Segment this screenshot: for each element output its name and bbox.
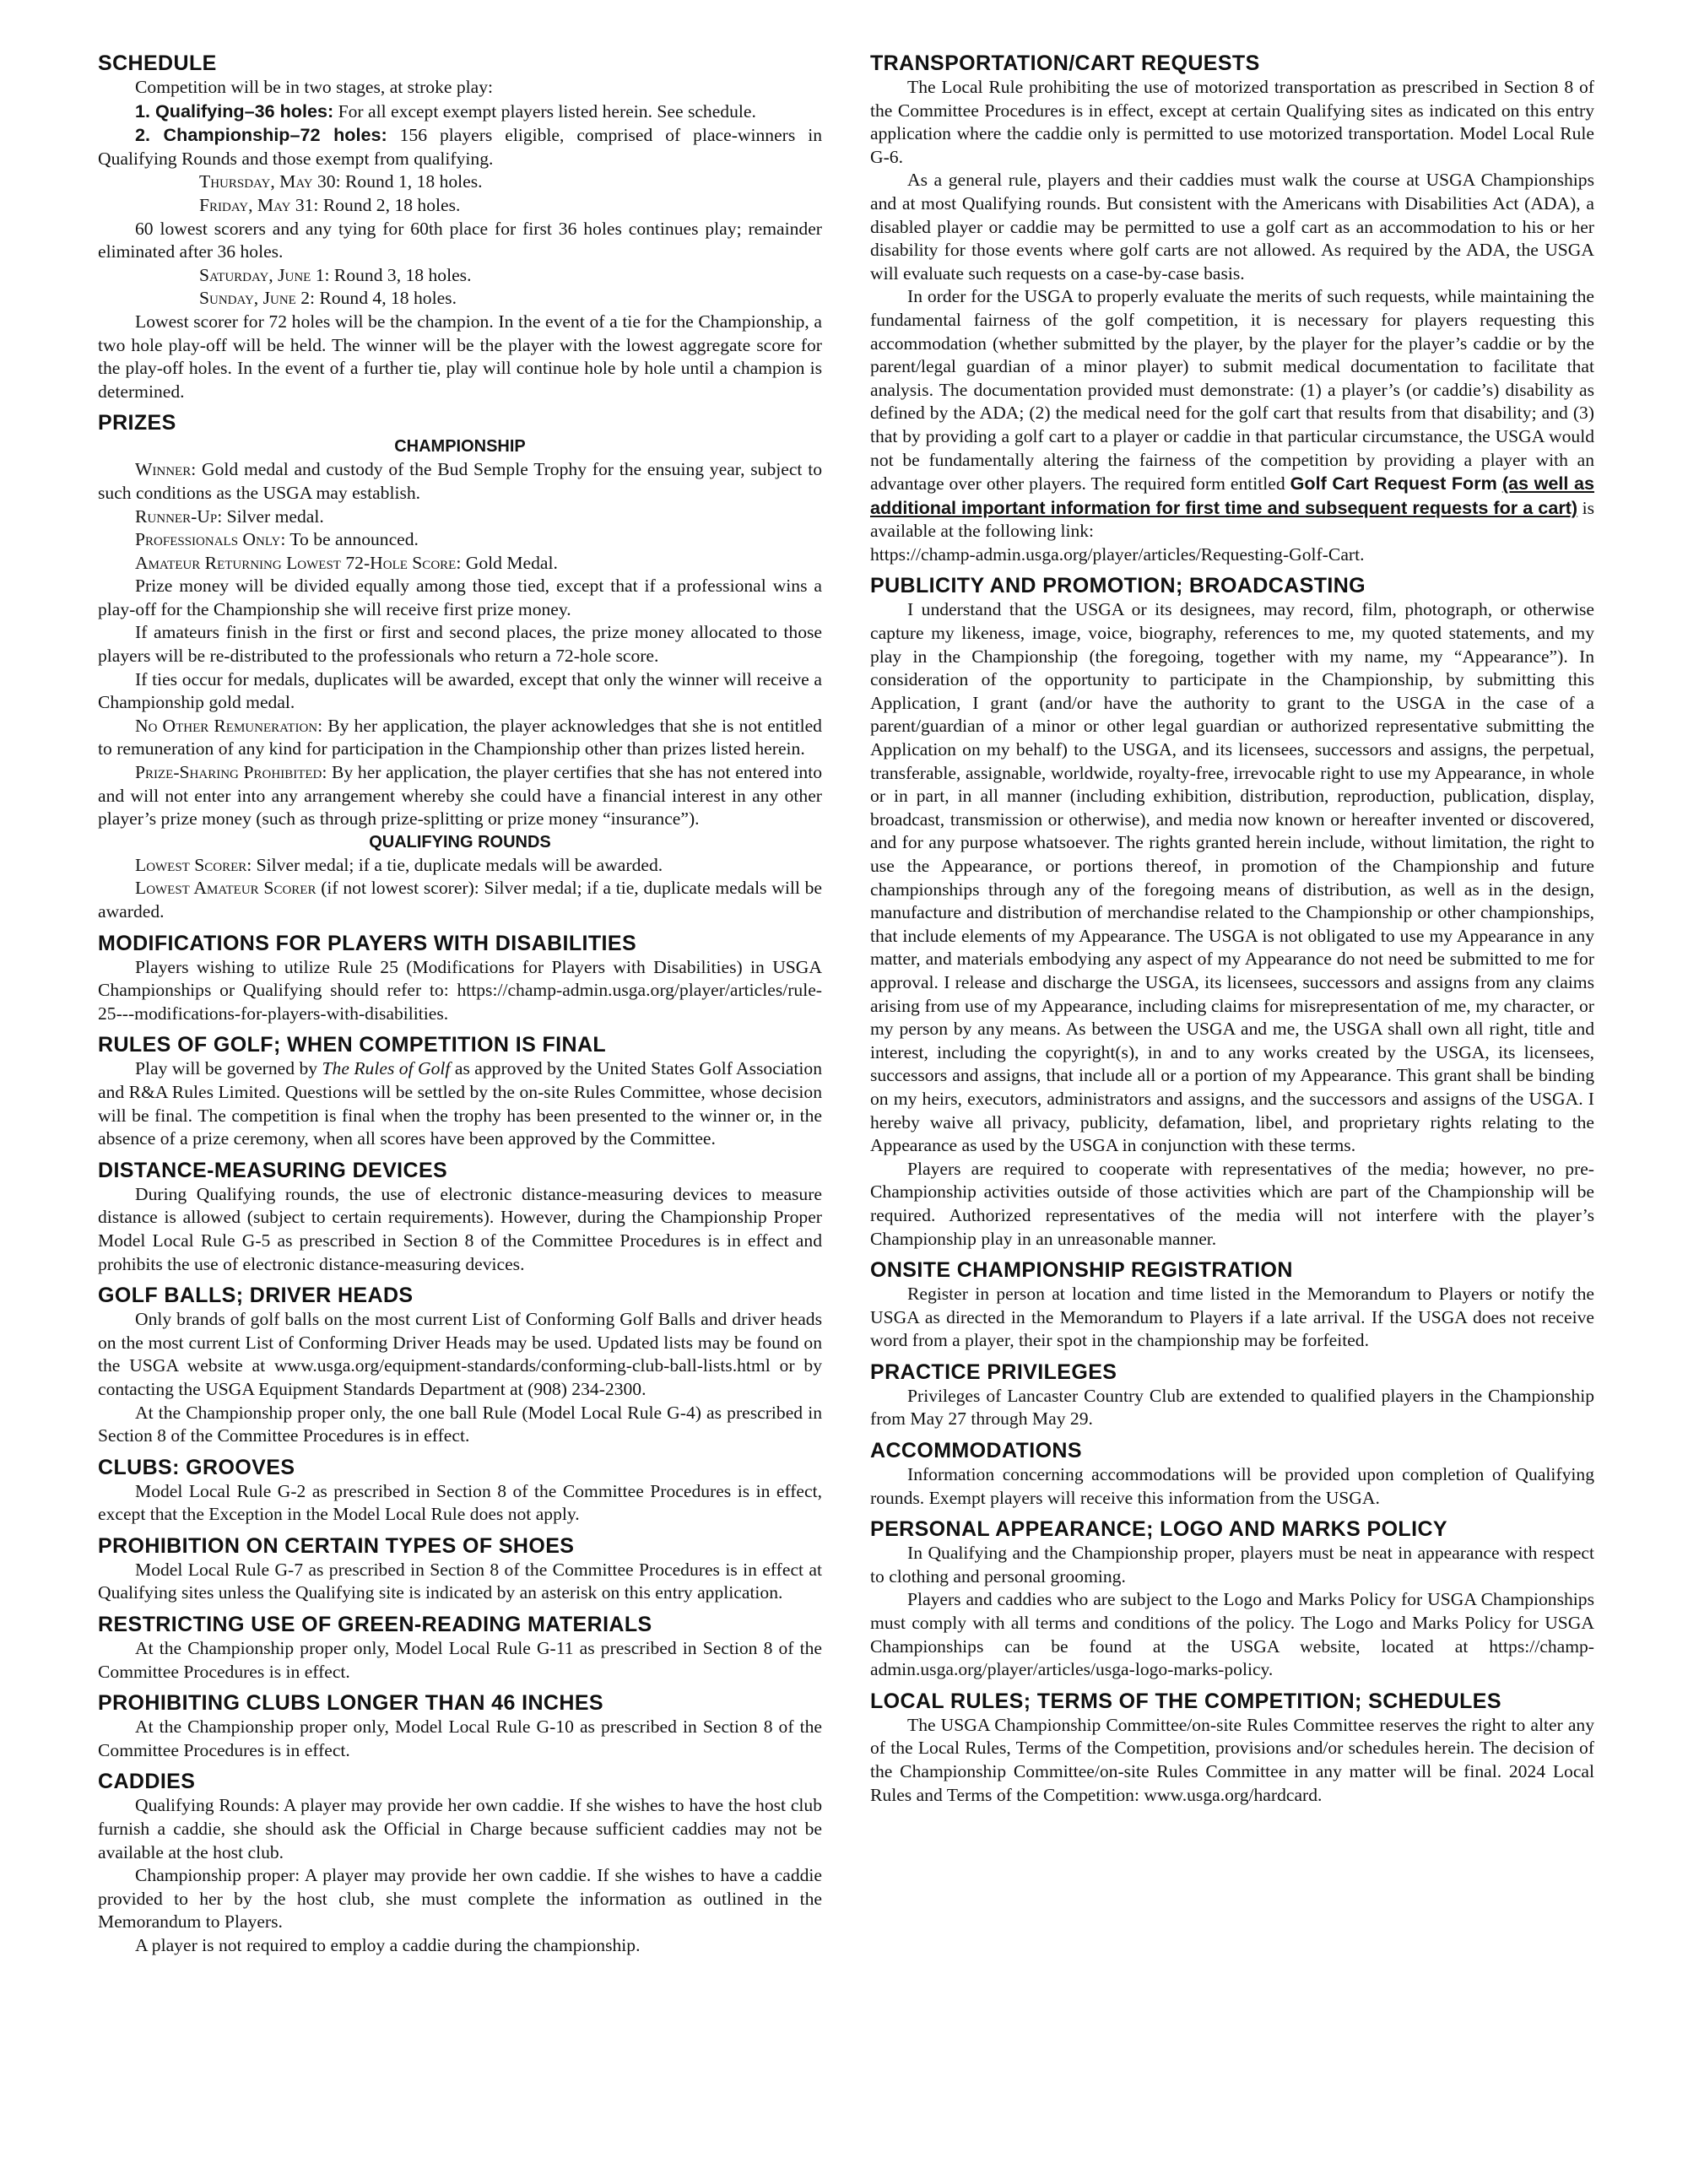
rules-text [98, 1057, 822, 1150]
accommodations-heading: ACCOMMODATIONS [870, 1439, 1082, 1463]
balls-text-2: At the Championship proper only, the one ball Rule (Model Local Rule G-4) as prescribed in Section 8 of the Committee Procedures is in effect. [98, 1402, 822, 1446]
no-remuneration [98, 715, 822, 761]
practice-heading: PRACTICE PRIVILEGES [870, 1360, 1117, 1384]
accommodations-text: Information concerning accommodations will be provided upon completion of Qualifying rounds. Exempt players will receive this information from the USGA. [870, 1464, 1594, 1508]
round-4-text: Round 4, 18 holes. [315, 288, 457, 309]
prizes-heading: PRIZES [98, 411, 176, 435]
lowest-scorer [98, 854, 822, 878]
registration-text: Register in person at location and time listed in the Memorandum to Players or notify the USGA as directed in the Memorandum to Players if a late arrival. If the USGA does not receive word from a player, their spot in the championship may be forfeited. [870, 1284, 1594, 1351]
lowest-scorer-label: Lowest Scorer: [135, 854, 252, 875]
balls-text-1: Only brands of golf balls on the most current List of Conforming Golf Balls and driver heads on the most current List of Conforming Driver Heads may be used. Updated lists may be found on the USGA website at www.usga.org/equipment-standards/conforming-club-ball-lists.html or by contacting the USGA Equipment Standards Department at (908) 234-2300. [98, 1309, 822, 1399]
shoes-text: Model Local Rule G-7 as prescribed in Section 8 of the Committee Procedures is in effect at Qualifying sites unless the Qualifying site is indicated by an asterisk on this entry application. [98, 1559, 822, 1603]
medal-ties-paragraph: If ties occur for medals, duplicates will be awarded, except that only the winner will receive a Championship gold medal. [98, 668, 822, 713]
appearance-section [870, 1516, 1594, 1682]
distance-heading: DISTANCE-MEASURING DEVICES [98, 1158, 448, 1182]
qualifying-stage [98, 100, 822, 124]
lowest-scorer-text: Silver medal; if a tie, duplicate medals will be awarded. [252, 854, 663, 875]
amateur-prize [98, 552, 822, 576]
professionals-prize [98, 528, 822, 552]
championship-subheading: CHAMPIONSHIP [394, 437, 526, 457]
round-4-day: Sunday, June 2: [199, 288, 316, 309]
prize-sharing [98, 761, 822, 831]
runner-up-text: Silver medal. [222, 505, 324, 527]
qualifying-stage-text: For all except exempt players listed herein. See schedule. [333, 100, 756, 122]
green-reading-section [98, 1612, 822, 1684]
rules-of-golf-title: The Rules of Golf [322, 1058, 451, 1079]
publicity-text-2: Players are required to cooperate with representatives of the media; however, no pre-Championship activities outside of those activities which are part of the Championship will be required. Authorized representatives of the media will not interfere with the player’s Championship play in an unreasonable manner. [870, 1158, 1594, 1249]
shoes-section [98, 1533, 822, 1605]
disabilities-section [98, 931, 822, 1026]
caddies-text-2: Championship proper: A player may provide her own caddie. If she wishes to have a caddie provided to her by the host club, she must complete the information as outlined in the Memorandum to Players. [98, 1865, 822, 1933]
amateur-label: Amateur Returning Lowest 72-Hole Score: [135, 552, 462, 573]
cart-form-name: Golf Cart Request Form [1290, 473, 1497, 495]
round-1 [98, 170, 822, 194]
grooves-text: Model Local Rule G-2 as prescribed in Section 8 of the Committee Procedures is in effect, except that the Exception in the Model Local Rule does not apply. [98, 1480, 822, 1525]
no-remuneration-text: By her application, the player acknowledges that she is not entitled to remuneration of any kind for participation in the Championship other than prizes listed herein. [98, 715, 822, 760]
transport-text-2: As a general rule, players and their caddies must walk the course at USGA Championships and at most Qualifying rounds. But consistent with the Americans with Disabilities Act (ADA), a disabled player or caddie may be permitted to use a golf cart as an accommodation to his or her disability for those events where golf carts are not allowed. As required by the ADA, the USGA will evaluate such requests on a case-by-case basis. [870, 170, 1594, 284]
transport-text-3-body: In order for the USGA to properly evaluate the merits of such requests, while maintaining the fundamental fairness of the golf competition, it is necessary for players requesting this accommodation (whether submitted by the player, by the player for the player’s caddie or by the parent/legal guardian of a minor player) to submit medical documentation to facilitate that analysis. The documentation provided must demonstrate: (1) a player’s (or caddie’s) disability as defined by the ADA; (2) the medical need for the golf cart that results from that disability; and (3) that by providing a golf cart to a player or caddie in that particular circumstance, the USGA would not be fundamentally altering the fairness of the competition by providing a player with an advantage over other players. The required form entitled [870, 286, 1594, 495]
prizes-section [98, 410, 822, 923]
practice-section [870, 1360, 1594, 1431]
cut-rule: 60 lowest scorers and any tying for 60th place for first 36 holes continues play; remainder eliminated after 36 holes. [98, 218, 822, 262]
rules-heading: RULES OF GOLF; WHEN COMPETITION IS FINAL [98, 1033, 607, 1057]
amateur-redistribution-paragraph: If amateurs finish in the first or first and second places, the prize money allocated to those players will be re-distributed to the professionals who return a 72-hole score. [98, 622, 822, 667]
round-3 [98, 264, 822, 288]
lowest-amateur [98, 877, 822, 923]
appearance-text-2: Players and caddies who are subject to the Logo and Marks Policy for USGA Championships must comply with all terms and conditions of the policy. The Logo and Marks Policy for USGA Championships can be found at the USGA website, located at https://champ-admin.usga.org/player/articles/usga-logo-marks-policy. [870, 1589, 1594, 1680]
runner-up-label: Runner-Up: [135, 505, 223, 527]
round-2 [98, 194, 822, 218]
prize-sharing-label: Prize-Sharing Prohibited: [135, 762, 327, 783]
local-rules-section [870, 1689, 1594, 1807]
prize-money-paragraph: Prize money will be divided equally among those tied, except that if a professional wins a play-off for the Championship she will receive first prize money. [98, 576, 822, 619]
championship-stage-label: 2. Championship–72 holes: [135, 124, 387, 146]
disabilities-heading: MODIFICATIONS FOR PLAYERS WITH DISABILITIES [98, 931, 637, 955]
accommodations-section [870, 1438, 1594, 1510]
transport-heading: TRANSPORTATION/CART REQUESTS [870, 51, 1260, 75]
caddies-text-3: A player is not required to employ a caddie during the championship. [135, 1935, 641, 1955]
caddies-section [98, 1769, 822, 1957]
grooves-heading: CLUBS: GROOVES [98, 1455, 295, 1479]
cart-request-url[interactable]: https://champ-admin.usga.org/player/articles/Requesting-Golf-Cart. [870, 543, 1365, 565]
transport-text-3 [870, 285, 1594, 543]
winner-text: Gold medal and custody of the Bud Semple Trophy for the ensuing year, subject to such conditions as the USGA may establish. [98, 459, 822, 503]
schedule-heading: SCHEDULE [98, 51, 217, 75]
appearance-text-1: In Qualifying and the Championship proper, players must be neat in appearance with respect to clothing and personal grooming. [870, 1543, 1594, 1587]
rules-text-start: Play will be governed by [135, 1058, 322, 1079]
round-3-text: Round 3, 18 holes. [329, 264, 472, 285]
right-column [870, 51, 1594, 1814]
balls-section [98, 1283, 822, 1448]
amateur-text: Gold Medal. [461, 552, 558, 573]
winner-prize [98, 458, 822, 505]
shoes-heading: PROHIBITION ON CERTAIN TYPES OF SHOES [98, 1533, 575, 1558]
round-2-text: Round 2, 18 holes. [318, 194, 461, 215]
caddies-heading: CADDIES [98, 1770, 196, 1794]
distance-text: During Qualifying rounds, the use of electronic distance-measuring devices to measure distance is allowed (subject to certain requirements). However, during the Championship Proper Model Local Rule G-5 as prescribed in Section 8 of the Committee Procedures is in effect and prohibits the use of electronic distance-measuring devices. [98, 1183, 822, 1274]
balls-heading: GOLF BALLS; DRIVER HEADS [98, 1284, 414, 1308]
round-2-day: Friday, May 31: [199, 194, 319, 215]
club-length-section [98, 1690, 822, 1762]
local-rules-heading: LOCAL RULES; TERMS OF THE COMPETITION; SCHEDULES [870, 1689, 1501, 1713]
lowest-amateur-text: (if not lowest scorer): Silver medal; if a tie, duplicate medals will be awarded. [98, 878, 822, 922]
green-reading-text: At the Championship proper only, Model Local Rule G-11 as prescribed in Section 8 of the Committee Procedures is in effect. [98, 1638, 822, 1682]
schedule-intro: Competition will be in two stages, at stroke play: [135, 77, 494, 97]
qualifying-stage-label: 1. Qualifying–36 holes: [135, 100, 334, 122]
appearance-heading: PERSONAL APPEARANCE; LOGO AND MARKS POLICY [870, 1517, 1447, 1542]
publicity-heading: PUBLICITY AND PROMOTION; BROADCASTING [870, 574, 1366, 598]
tie-rule: Lowest scorer for 72 holes will be the champion. In the event of a tie for the Championship, a two hole play-off will be held. The winner will be the player with the lowest aggregate score for the play-off holes. In the event of a further tie, play will continue hole by hole until a champion is determined. [98, 311, 822, 402]
championship-stage [98, 123, 822, 170]
registration-section [870, 1257, 1594, 1353]
publicity-section [870, 573, 1594, 1251]
no-remuneration-label: No Other Remuneration: [135, 715, 323, 736]
runner-up-prize [98, 505, 822, 529]
green-reading-heading: RESTRICTING USE OF GREEN-READING MATERIALS [98, 1613, 652, 1637]
winner-label: Winner: [135, 459, 197, 480]
round-4 [98, 287, 822, 311]
transport-text-3-end: is available at the following link: [870, 497, 1594, 542]
professionals-text: To be announced. [285, 529, 419, 550]
practice-text: Privileges of Lancaster Country Club are extended to qualified players in the Championship from May 27 through May 29. [870, 1385, 1594, 1430]
transport-section [870, 51, 1594, 566]
championship-stage-text: 156 players eligible, comprised of place-winners in Qualifying Rounds and those exempt from qualifying. [98, 125, 822, 169]
rules-section [98, 1032, 822, 1150]
registration-heading: ONSITE CHAMPIONSHIP REGISTRATION [870, 1258, 1293, 1283]
transport-text-1: The Local Rule prohibiting the use of motorized transportation as prescribed in Section 8 of the Committee Procedures is in effect, except at certain Qualifying sites as indicated on this entry application where the caddie only is permitted to use motorized transportation. Model Local Rule G-6. [870, 77, 1594, 167]
club-length-heading: PROHIBITING CLUBS LONGER THAN 46 INCHES [98, 1691, 603, 1716]
cart-form-link[interactable]: (as well as additional important information for first time and subsequent requests for a cart) [870, 473, 1594, 518]
round-1-day: Thursday, May 30: [199, 171, 341, 192]
disabilities-text: Players wishing to utilize Rule 25 (Modifications for Players with Disabilities) in USGA Championships or Qualifying should refer to: https://champ-admin.usga.org/player/articles/rule-25---modifications-for-players-with-disabilities. [98, 956, 822, 1024]
professionals-label: Professionals Only: [135, 529, 286, 550]
club-length-text: At the Championship proper only, Model Local Rule G-10 as prescribed in Section 8 of the Committee Procedures is in effect. [98, 1716, 822, 1760]
qualifying-subheading: QUALIFYING ROUNDS [369, 832, 551, 851]
prize-sharing-text: By her application, the player certifies that she has not entered into and will not enter into any arrangement whereby she could have a financial interest in any other player’s prize money (such as through prize-splitting or prize money “insurance”). [98, 762, 822, 830]
round-1-text: Round 1, 18 holes. [340, 171, 483, 192]
rules-text-end: as approved by the United States Golf Association and R&A Rules Limited. Questions will be settled by the on-site Rules Committee, whose decision will be final. The competition is final when the trophy has been presented to the winner or, in the absence of a prize ceremony, when all scores have been approved by the Committee. [98, 1058, 822, 1149]
round-3-day: Saturday, June 1: [199, 264, 330, 285]
grooves-section [98, 1455, 822, 1527]
caddies-text-1: Qualifying Rounds: A player may provide her own caddie. If she wishes to have the host club furnish a caddie, she should ask the Official in Charge because sufficient caddies may not be available at the host club. [98, 1795, 822, 1862]
schedule-section [98, 51, 822, 403]
left-column [98, 51, 822, 1965]
publicity-text-1: I understand that the USGA or its designees, may record, film, photograph, or otherwise capture my likeness, image, voice, biography, references to me, my quoted statements, and my play in the Championship (the foregoing, together with my name, my “Appearance”). In consideration of the opportunity to participate in the Championship, by submitting this Application, I grant (and/or have the authority to grant to the USGA in the case of a parent/guardian of a minor or other legal guardian or authorized representative submitting the Application on my behalf) to the USGA, and its licensees, successors and assigns, the perpetual, transferable, assignable, worldwide, royalty-free, irrevocable right to use my Appearance, in whole or in part, in all manner (including exhibition, distribution, reproduction, publication, display, broadcast, transmission or otherwise), and media now known or hereafter invented or discovered, and for any purpose whatsoever. The rights granted herein include, without limitation, the right to use the Appearance, or portions thereof, in promotion of the Championship and future championships through any of the foregoing means of distribution, as well as in the design, manufacture and distribution of merchandise related to the Championship or other championships, that include elements of my Appearance. The USGA is not obligated to use my Appearance in any matter, and materials embodying any aspect of my Appearance do not need be submitted to me for approval. I release and discharge the USGA, its licensees, successors and assigns from any claims arising from use of my Appearance, including claims for misrepresentation of me, my character, or my person by any means. As between the USGA and me, the USGA shall own all right, title and interest, including the copyright(s), in and to any works created by the USGA, its licensees, successors and assigns, that include all or a portion of my Appearance. This grant shall be binding on my heirs, executors, administrators and assigns, and the successors and assigns of the USGA. I hereby waive all privacy, publicity, defamation, libel, and proprietary rights relating to the Appearance as used by the USGA in conjunction with these terms. [870, 599, 1594, 1156]
local-rules-text: The USGA Championship Committee/on-site Rules Committee reserves the right to alter any of the Local Rules, Terms of the Competition, provisions and/or schedules herein. The decision of the Championship Committee/on-site Rules Committee in any matter will be final. 2024 Local Rules and Terms of the Competition: www.usga.org/hardcard. [870, 1714, 1594, 1805]
distance-section [98, 1158, 822, 1276]
lowest-amateur-label: Lowest Amateur Scorer [135, 878, 316, 899]
